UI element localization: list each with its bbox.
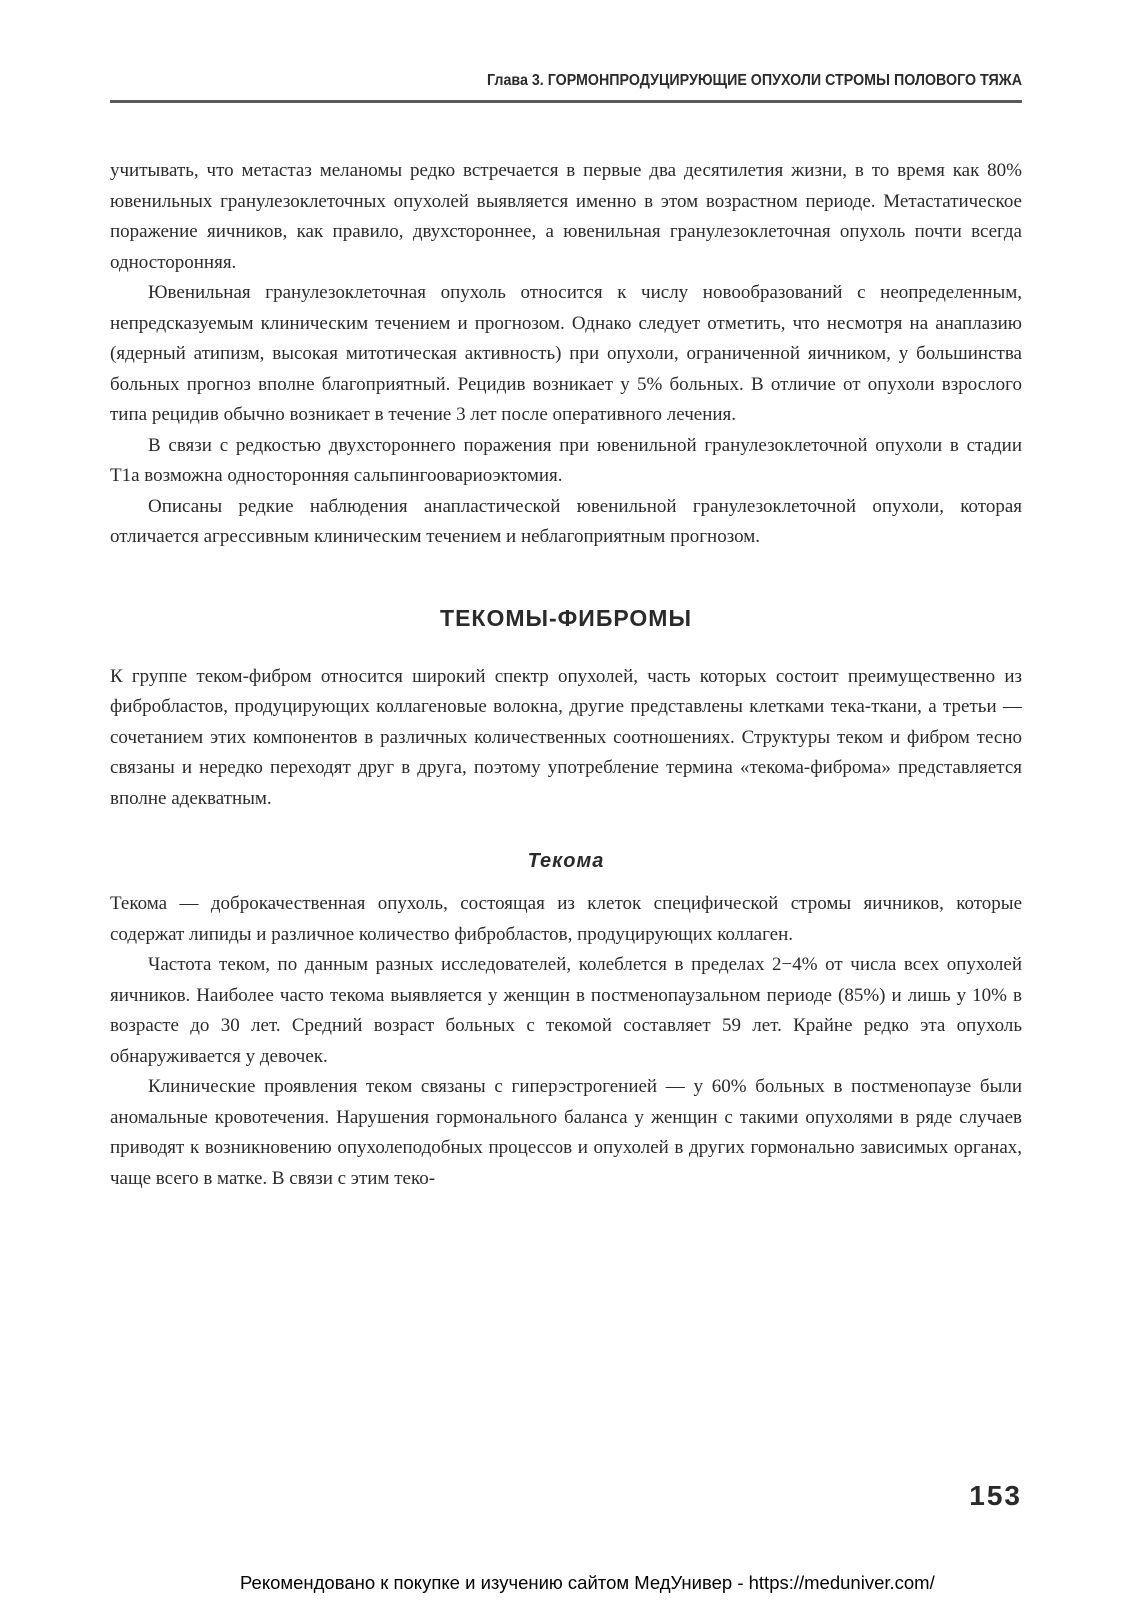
section-paragraph: К группе теком-фибром относится широкий спектр опухолей, часть которых состоит преимущественно из фибробластов, продуцирующих коллагеновые волокна, другие представлены клетками тека-ткани, а третьи — сочетанием этих компонентов в различных количественных соотношениях. Структуры теком и фибром тесно связаны и нередко переходят друг в друга, поэтому употребление термина «текома-фиброма» представляется вполне адекватным. <box>110 665 1022 809</box>
footer-recommendation-note: Рекомендовано к покупке и изучению сайтом МедУнивер - https://meduniver.com/ <box>240 1572 935 1593</box>
intro-paragraph-4: Описаны редкие наблюдения анапластической ювенильной гранулезоклеточной опухоли, которая отличается агрессивным клиническим течением и неблагоприятным прогнозом. <box>110 495 1022 547</box>
intro-paragraph-1: учитывать, что метастаз меланомы редко встречается в первые два десятилетия жизни, в то время как 80% ювенильных гранулезоклеточных опухолей выявляется именно в этом возрастном периоде. Метастатическое поражение яичников, как правило, двухстороннее, а ювенильная гранулезоклеточная опухоль почти всегда односторонняя. <box>110 160 1022 273</box>
page-number: 153 <box>969 1480 1022 1511</box>
running-header: Глава 3. ГОРМОНПРОДУЦИРУЮЩИЕ ОПУХОЛИ СТРОМЫ ПОЛОВОГО ТЯЖА <box>487 72 1022 89</box>
intro-paragraph-2: Ювенильная гранулезоклеточная опухоль относится к числу новообразований с неопределенным, непредсказуемым клиническим течением и прогнозом. Однако следует отметить, что несмотря на анаплазию (ядерный атипизм, высокая митотическая активность) при опухоли, ограниченной яичником, у большинства больных прогноз вполне благоприятный. Рецидив возникает у 5% больных. В отличие от опухоли взрослого типа рецидив обычно возникает в течение 3 лет после оперативного лечения. <box>110 282 1022 425</box>
section-title: ТЕКОМЫ-ФИБРОМЫ <box>440 604 692 631</box>
subsection-paragraph-1: Текома — доброкачественная опухоль, состоящая из клеток специфической стромы яичников, которые содержат липиды и различное количество фибробластов, продуцирующих коллаген. <box>110 893 1022 945</box>
header-rule <box>110 100 1022 103</box>
intro-paragraph-3: В связи с редкостью двухстороннего поражения при ювенильной гранулезоклеточной опухоли в стадии T1a возможна односторонняя сальпингоовариоэктомия. <box>110 434 1022 486</box>
subsection-paragraph-2: Частота теком, по данным разных исследователей, колеблется в пределах 2−4% от числа всех опухолей яичников. Наиболее часто текома выявляется у женщин в постменопаузальном периоде (85%) и лишь у 10% в возрасте до 30 лет. Средний возраст больных с текомой составляет 59 лет. Крайне редко эта опухоль обнаруживается у девочек. <box>110 954 1022 1067</box>
subsection-title: Текома <box>527 850 605 872</box>
subsection-paragraph-3: Клинические проявления теком связаны с гиперэстрогенией — у 60% больных в постменопаузе были аномальные кровотечения. Нарушения гормонального баланса у женщин с такими опухолями в ряде случаев приводят к возникновению опухолеподобных процессов и опухолей в других гормонально зависимых органах, чаще всего в матке. В связи с этим теко- <box>110 1076 1022 1189</box>
page-content <box>110 156 1022 1194</box>
